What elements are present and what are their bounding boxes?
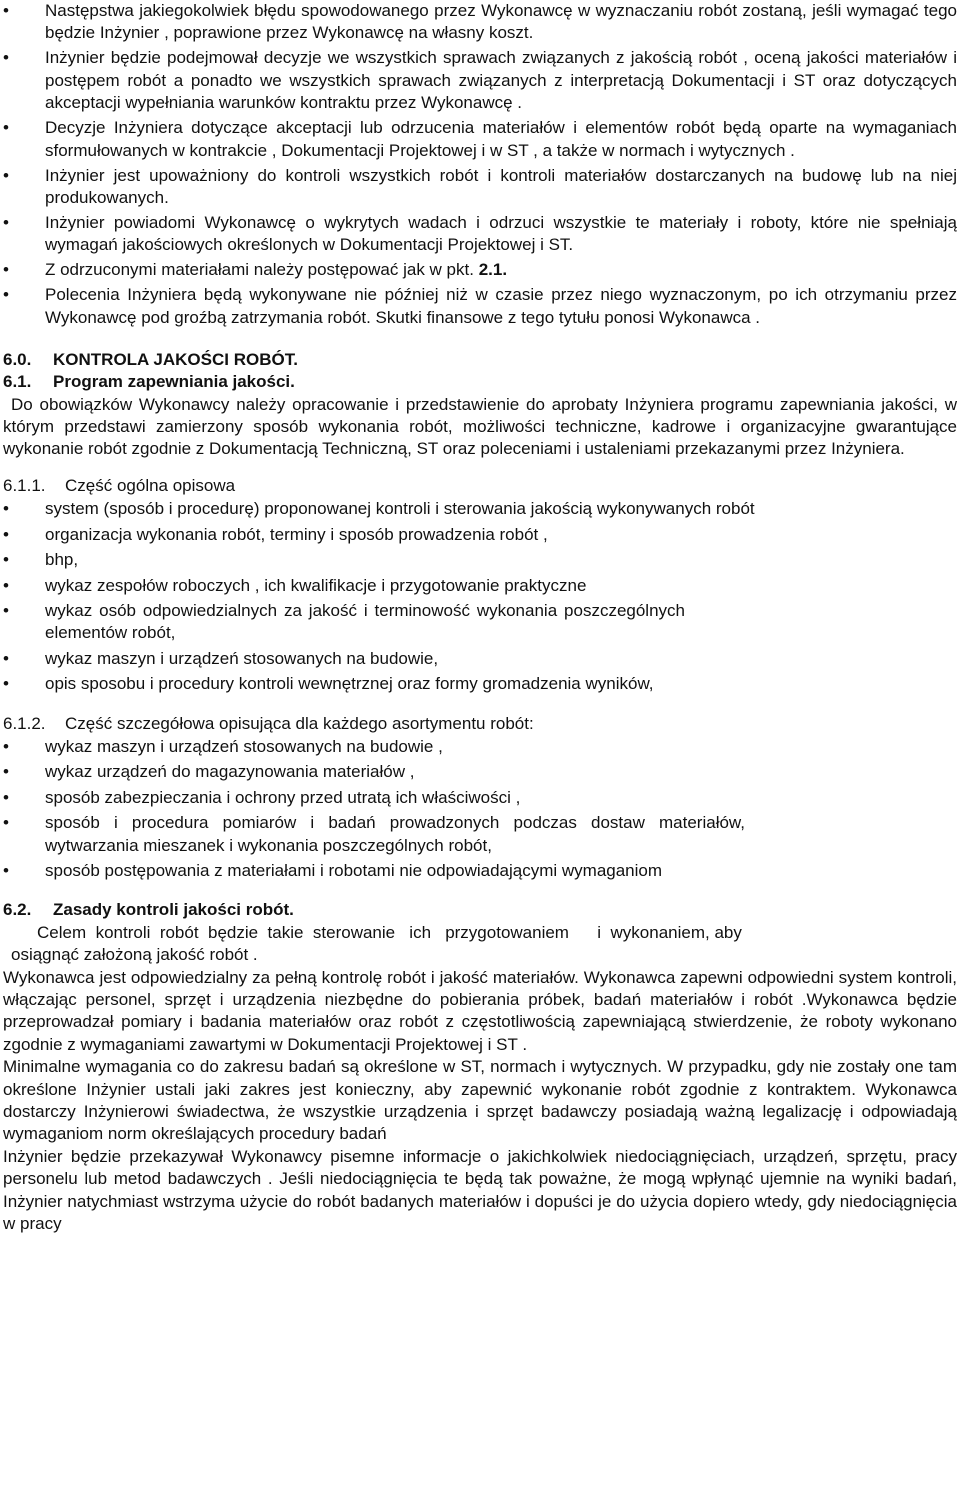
list-item-text: opis sposobu i procedury kontroli wewnętrznej oraz formy gromadzenia wyników,	[45, 674, 654, 694]
list-6-1-1	[3, 498, 957, 695]
section-heading-6-0	[3, 349, 957, 371]
pkt-reference: 2.1.	[478, 260, 508, 280]
list-item	[3, 284, 957, 329]
list-item-text: wykaz osób odpowiedzialnych za jakość i terminowość wykonania poszczególnych elementów robót,	[45, 600, 685, 643]
list-item	[3, 212, 957, 257]
section-heading-6-1-1	[3, 475, 957, 497]
section-heading-6-2	[3, 899, 957, 921]
section-number: 6.1.2.	[3, 713, 46, 733]
section-number: 6.2.	[3, 900, 32, 920]
list-item	[3, 165, 957, 210]
list-item	[3, 524, 685, 546]
section-title: Część ogólna opisowa	[65, 475, 236, 495]
list-item-text: organizacja wykonania robót, terminy i sposób prowadzenia robót ,	[45, 524, 548, 544]
section-title: KONTROLA JAKOŚCI ROBÓT.	[53, 349, 298, 369]
bullet-icon: •	[3, 813, 9, 833]
list-item-text: Inżynier jest upoważniony do kontroli wszystkich robót i kontroli materiałów dostarczanych na budowę lub na niej produkowanych.	[45, 165, 957, 208]
list-item	[3, 47, 957, 114]
list-6-1-2	[3, 736, 957, 882]
section-number: 6.1.	[3, 372, 32, 392]
paragraph-6-2-purpose-cont: osiągnąć założoną jakość robót .	[11, 945, 258, 965]
section-title: Część szczegółowa opisująca dla każdego asortymentu robót:	[65, 713, 534, 733]
list-item-text: Następstwa jakiegokolwiek błędu spowodowanego przez Wykonawcę w wyznaczaniu robót zostaną, jeśli wymagać tego będzie Inżynier , poprawione przez Wykonawcę na własny koszt.	[45, 1, 957, 43]
list-item	[3, 549, 685, 571]
section-title: Program zapewniania jakości.	[53, 372, 295, 392]
paragraph-6-2-purpose: Celem kontroli robót będzie takie sterowanie ich przygotowaniem i wykonaniem, aby	[37, 922, 742, 942]
list-item	[3, 648, 685, 670]
list-item	[3, 673, 735, 695]
bullet-icon: •	[3, 600, 9, 620]
bullet-icon: •	[3, 860, 9, 880]
list-item-text: sposób i procedura pomiarów i badań prowadzonych podczas dostaw materiałów, wytwarzania mieszanek i wykonania poszczególnych robót,	[45, 813, 745, 855]
intro-bullet-list	[3, 0, 957, 329]
bullet-icon: •	[3, 48, 9, 68]
paragraph-6-2-requirements: Minimalne wymagania co do zakresu badań są określone w ST, normach i wytycznych. W przypadku, gdy nie zostały one tam określone Inżynier ustali jaki zakres jest konieczny, aby zapewnić wykonanie robót zgodnie z kontraktem. Wykonawca dostarczy Inżynierowi świadectwa, że wszystkie urządzenia i sprzęt badawczy posiadają ważną legalizację i odpowiadają wymaganiom norm określających procedury badań	[3, 1057, 957, 1144]
paragraph-6-2-deficiencies: Inżynier będzie przekazywał Wykonawcy pisemne informacje o jakichkolwiek niedociągnięciach, urządzeń, sprzętu, pracy personelu lub metod badawczych . Jeśli niedociągnięcia te będą tak poważne, że mogą wpłynąć ujemnie na wyniki badań, Inżynier natychmiast wstrzyma użycie do robót badanych materiałów i dopuści je do użycia dopiero wtedy, gdy niedociągnięcia w pracy	[3, 1146, 957, 1234]
list-item-text: Z odrzuconymi materiałami należy postępować jak w pkt.	[45, 260, 479, 280]
paragraph-6-1: Do obowiązków Wykonawcy należy opracowanie i przedstawienie do aprobaty Inżyniera programu zapewniania jakości, w którym przedstawi zamierzony sposób wykonania robót, możliwości techniczne, kadrowe i organizacyjne gwarantujące wykonanie robót zgodnie z Dokumentacją Techniczną, ST oraz poleceniami i ustaleniami przekazanymi przez Inżyniera.	[3, 394, 957, 459]
document-page	[3, 0, 957, 1235]
list-item	[3, 117, 957, 162]
list-item-text: wykaz maszyn i urządzeń stosowanych na budowie ,	[45, 736, 443, 756]
section-title: Zasady kontroli jakości robót.	[53, 900, 294, 920]
list-item-text: Polecenia Inżyniera będą wykonywane nie później niż w czasie przez niego wyznaczonym, po ich otrzymaniu przez Wykonawcę pod groźbą zatrzymania robót. Skutki finansowe z tego tytułu ponosi Wykonawca .	[45, 285, 957, 327]
bullet-icon: •	[3, 648, 9, 668]
bullet-icon: •	[3, 165, 9, 185]
bullet-icon: •	[3, 787, 9, 807]
list-item	[3, 600, 685, 645]
bullet-icon: •	[3, 118, 9, 138]
list-item	[3, 498, 957, 520]
bullet-icon: •	[3, 260, 9, 280]
list-item	[3, 812, 745, 857]
list-item-text: sposób zabezpieczania i ochrony przed utratą ich właściwości ,	[45, 787, 521, 807]
spacer	[3, 332, 957, 349]
paragraph-6-2-responsibility: Wykonawca jest odpowiedzialny za pełną kontrolę robót i jakość materiałów. Wykonawca zapewni odpowiedni system kontroli, włączając personel, sprzęt i urządzenia niezbędne do pobierania próbek, badań materiałów i robót .Wykonawca będzie przeprowadzał pomiary i badania materiałów oraz robót z częstotliwością zapewniającą stwierdzenie, że roboty wykonano zgodnie z wymaganiami zawartymi w Dokumentacji Projektowej i ST .	[3, 967, 957, 1054]
list-item-text: wykaz urządzeń do magazynowania materiałów ,	[45, 762, 415, 782]
bullet-icon: •	[3, 524, 9, 544]
bullet-icon: •	[3, 285, 9, 305]
list-item	[3, 860, 957, 882]
list-item-text: wykaz maszyn i urządzeń stosowanych na budowie,	[45, 648, 439, 668]
list-item	[3, 259, 957, 281]
list-item-text: bhp,	[45, 550, 79, 570]
spacer	[3, 882, 957, 899]
list-item	[3, 761, 957, 783]
list-item	[3, 787, 957, 809]
bullet-icon: •	[3, 550, 9, 570]
section-heading-6-1	[3, 371, 957, 393]
list-item-text: sposób postępowania z materiałami i robotami nie odpowiadającymi wymaganiom	[45, 860, 663, 880]
section-number: 6.1.1.	[3, 475, 46, 495]
list-item	[3, 0, 957, 45]
list-item-text: Inżynier będzie podejmował decyzje we wszystkich sprawach związanych z jakością robót , oceną jakości materiałów i postępem robót a ponadto we wszystkich sprawach związanych z interpretacją Dokumentacji i ST oraz dotyczących akceptacji wypełniania warunków kontraktu przez Wykonawcę .	[45, 48, 957, 113]
bullet-icon: •	[3, 736, 9, 756]
list-item-text: wykaz zespołów roboczych , ich kwalifikacje i przygotowanie praktyczne	[45, 575, 587, 595]
list-item-text: Decyzje Inżyniera dotyczące akceptacji lub odrzucenia materiałów i elementów robót będą oparte na wymaganiach sformułowanych w kontrakcie , Dokumentacji Projektowej i w ST , a także w normach i wytycznych .	[45, 118, 957, 160]
list-item-text: system (sposób i procedurę) proponowanej kontroli i sterowania jakością wykonywanych robót	[45, 499, 755, 519]
list-item-text: Inżynier powiadomi Wykonawcę o wykrytych wadach i odrzuci wszystkie te materiały i roboty, które nie spełniają wymagań jakościowych określonych w Dokumentacji Projektowej i ST.	[45, 213, 957, 255]
bullet-icon: •	[3, 499, 9, 519]
bullet-icon: •	[3, 575, 9, 595]
bullet-icon: •	[3, 674, 9, 694]
bullet-icon: •	[3, 213, 9, 233]
spacer	[3, 696, 957, 713]
bullet-icon: •	[3, 1, 9, 20]
list-item	[3, 736, 957, 758]
bullet-icon: •	[3, 762, 9, 782]
section-number: 6.0.	[3, 349, 32, 369]
spacer	[3, 461, 957, 475]
section-heading-6-1-2	[3, 713, 957, 735]
list-item	[3, 575, 685, 597]
